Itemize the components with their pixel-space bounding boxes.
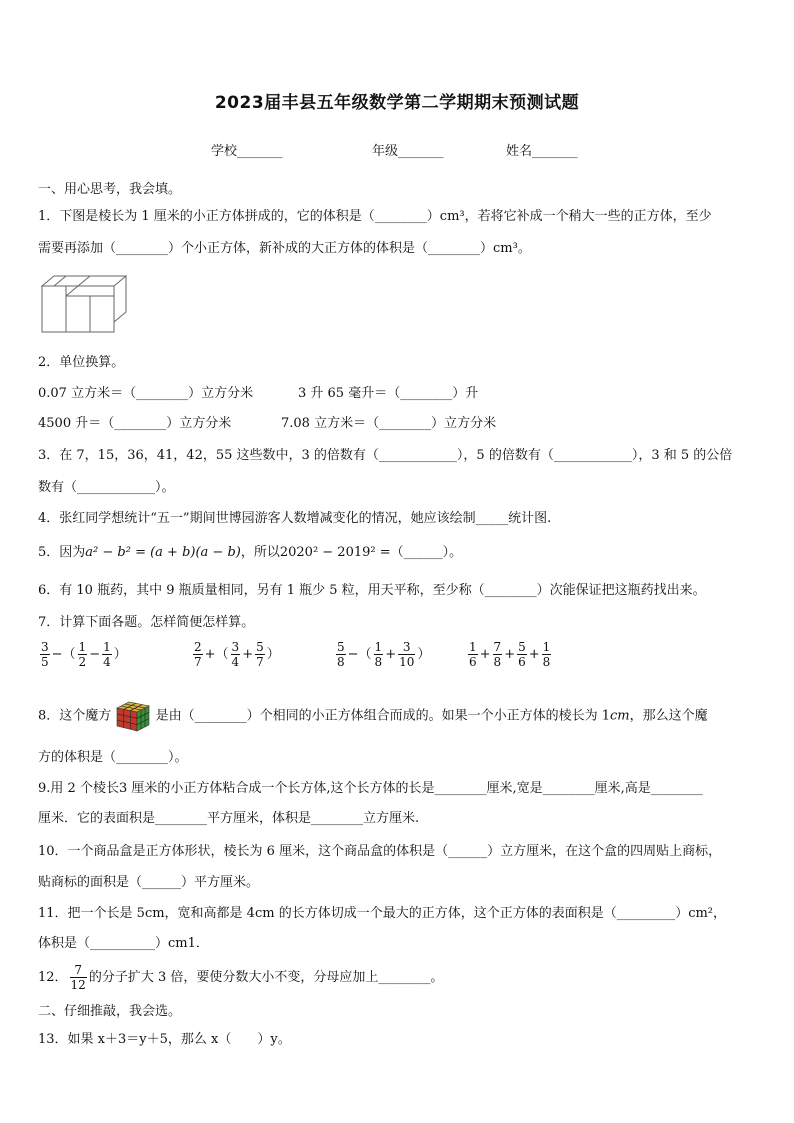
page-title: 2023届丰县五年级数学第二学期期末预测试题: [214, 93, 580, 113]
question-12-text: 的分子扩大 3 倍，要使分数大小不变，分母应加上________。: [88, 970, 444, 985]
fraction: $\frac{3}{10}$: [399, 640, 415, 669]
fraction: $\frac{7}{8}$: [493, 640, 502, 669]
question-2-item-a: 0.07 立方米＝（________）立方分米: [38, 386, 254, 401]
question-7-expr-3: $\frac{5}{8}$ −（ $\frac{1}{8}$ + $\frac{3}{10}$ ）: [337, 640, 431, 669]
fraction: $\frac{1}{6}$: [469, 640, 477, 669]
question-3-line-2: 数有（____________）。: [38, 480, 175, 495]
cube-assembly-figure: [40, 272, 132, 334]
fraction: $\frac{2}{7}$: [194, 640, 202, 669]
question-2-item-b: 3 升 65 毫升＝（________）升: [298, 386, 479, 401]
fraction: $\frac{3}{4}$: [231, 640, 240, 669]
fraction: $\frac{1}{2}$: [78, 640, 87, 669]
question-8-line-1: [38, 700, 708, 732]
fraction: $\frac{1}{8}$: [374, 640, 383, 669]
question-5: [38, 544, 462, 562]
question-9-line-1: 9.用 2 个棱长3 厘米的小正方体粘合成一个长方体,这个长方体的长是________厘米,宽是________厘米,高是________: [38, 781, 703, 796]
question-2-item-c: 4500 升＝（________）立方分米: [38, 416, 232, 431]
question-12-prefix: 12．: [38, 970, 68, 985]
question-3-line-1: 3．在 7，15，36，41，42，55 这些数中，3 的倍数有（____________），5 的倍数有（____________），3 和 5 的公倍: [38, 448, 733, 463]
question-7-expr-1: $\frac{3}{5}$ −（ $\frac{1}{2}$ − $\frac{1}{4}$ ）: [41, 640, 127, 669]
question-7-expr-2: $\frac{2}{7}$ +（ $\frac{3}{4}$ + $\frac{5}{7}$ ）: [194, 640, 280, 669]
question-2-title: 2．单位换算。: [38, 355, 125, 370]
name-field[interactable]: 姓名_______: [506, 144, 578, 159]
fraction: $\frac{1}{4}$: [103, 640, 111, 669]
question-2-item-d: 7.08 立方米＝（________）立方分米: [281, 416, 497, 431]
question-7-expr-4: $\frac{1}{6}$ + $\frac{7}{8}$ + $\frac{5}{6}$ + $\frac{1}{8}$: [469, 640, 551, 669]
fraction: $\frac{5}{7}$: [256, 640, 264, 669]
question-11-line-2: 体积是（__________）cm1．: [38, 936, 209, 951]
question-5-formula-2: 2020² − 2019² =: [279, 545, 391, 560]
question-6: 6．有 10 瓶药，其中 9 瓶质量相同，另有 1 瓶少 5 粒，用天平称，至少称（________）次能保证把这瓶药找出来。: [38, 583, 706, 598]
question-4: 4．张红同学想统计“五一”期间世博园游客人数增减变化的情况，她应该绘制_____统计图.: [38, 511, 552, 526]
question-10-line-1: 10．一个商品盒是正方体形状，棱长为 6 厘米，这个商品盒的体积是（______）立方厘米，在这个盒的四周贴上商标，: [38, 844, 722, 859]
fraction: $\frac{3}{5}$: [41, 640, 49, 669]
question-11-line-1: 11．把一个长是 5cm，宽和高都是 4cm 的长方体切成一个最大的正方体，这个正方体的表面积是（_________）cm²，: [38, 906, 727, 921]
question-10-line-2: 贴商标的面积是（______）平方厘米。: [38, 875, 260, 890]
question-5-formula: a² − b² = (a + b)(a − b): [85, 545, 241, 560]
question-8-text: 是由（________）个相同的小正方体组合而成的。如果一个小正方体的棱长为 1: [155, 708, 610, 724]
fraction: $\frac{7}{12}$: [70, 963, 86, 992]
question-5-prefix: 5．因为: [38, 545, 86, 560]
question-8-line-2: 方的体积是（________）。: [38, 750, 188, 765]
grade-field[interactable]: 年级_______: [372, 144, 444, 159]
question-8-unit: cm: [609, 708, 630, 724]
fraction: $\frac{5}{6}$: [518, 640, 526, 669]
question-1-line-1: 1．下图是棱长为 1 厘米的小正方体拼成的，它的体积是（________）cm³，若将它补成一个稍大一些的正方体，至少: [38, 209, 712, 224]
fraction: $\frac{1}{8}$: [542, 640, 551, 669]
school-field[interactable]: 学校_______: [211, 144, 283, 159]
question-9-line-2: 厘米．它的表面积是________平方厘米，体积是________立方厘米.: [38, 811, 420, 826]
question-5-mid: ，所以: [240, 545, 280, 560]
question-7-title: 7．计算下面各题。怎样简便怎样算。: [38, 615, 255, 630]
question-5-blank: （______）。: [390, 545, 463, 560]
question-8-prefix: 8．这个魔方: [38, 708, 112, 724]
question-13: 13．如果 x＋3＝y＋5，那么 x（ ）y。: [38, 1032, 291, 1047]
section-heading-choice: 二、仔细推敲，我会选。: [38, 1004, 182, 1019]
question-8-tail: ，那么这个魔: [629, 708, 708, 724]
section-heading-fill: 一、用心思考，我会填。: [38, 182, 182, 197]
question-12: [38, 963, 443, 992]
rubiks-cube-icon: [115, 700, 151, 732]
fraction: $\frac{5}{8}$: [337, 640, 345, 669]
question-1-line-2: 需要再添加（________）个小正方体，新补成的大正方体的体积是（________）cm³。: [38, 241, 531, 256]
